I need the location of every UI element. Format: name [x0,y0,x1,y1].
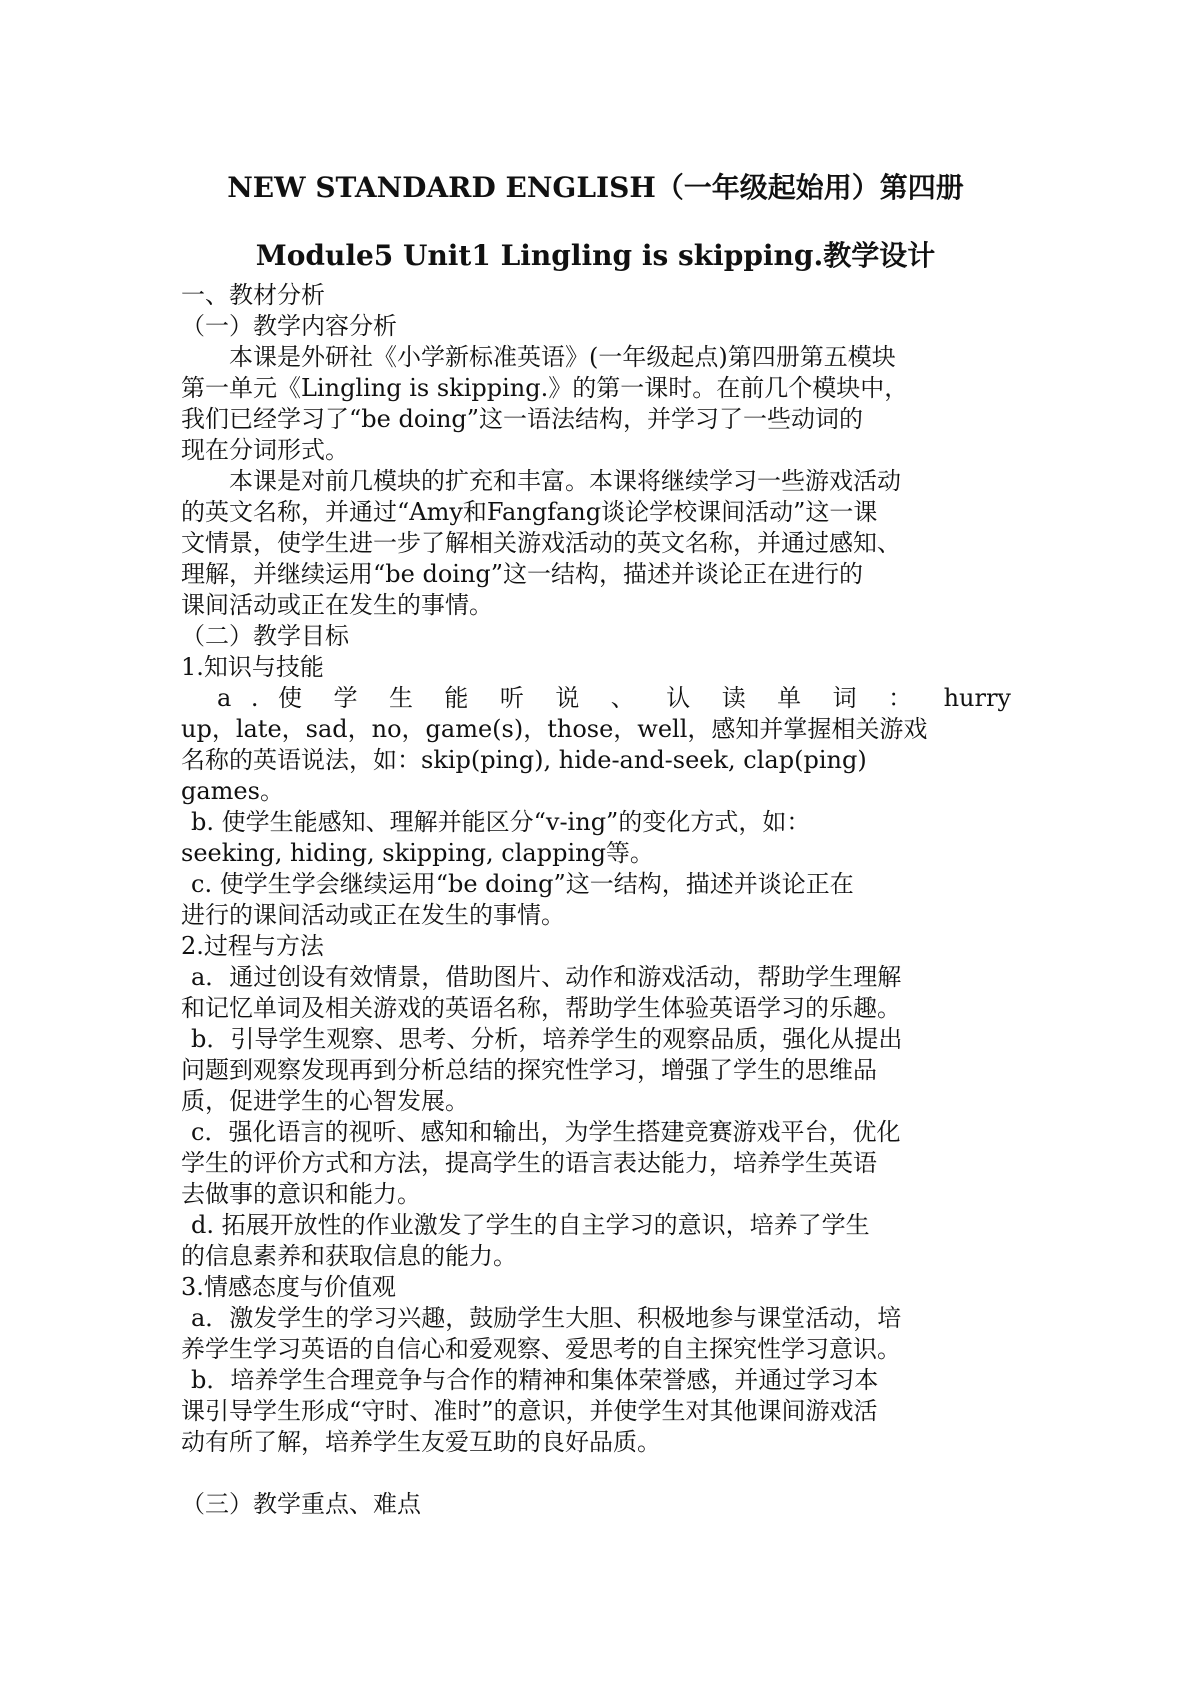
paragraph-line: 名称的英语说法，如：skip(ping), hide-and-seek, clap(ping) [181,746,867,774]
item-heading: 1.知识与技能 [181,653,324,681]
paragraph-line: 进行的课间活动或正在发生的事情。 [181,901,565,929]
paragraph-line: 课间活动或正在发生的事情。 [181,591,493,619]
paragraph-line: 质，促进学生的心智发展。 [181,1087,469,1115]
subsection-heading: （一）教学内容分析 [181,312,397,340]
paragraph-line: 的信息素养和获取信息的能力。 [181,1242,517,1270]
paragraph-line: 本课是外研社《小学新标准英语》(一年级起点)第四册第五模块 [229,343,896,371]
paragraph-line: 理解，并继续运用“be doing”这一结构，描述并谈论正在进行的 [181,560,864,588]
paragraph-line: c．强化语言的视听、感知和输出，为学生搭建竞赛游戏平台，优化 [191,1118,901,1146]
document-title: NEW STANDARD ENGLISH（一年级起始用）第四册 [227,171,964,204]
document-body [181,280,1011,1520]
subsection-heading: （三）教学重点、难点 [181,1490,421,1518]
paragraph-line: a . 使 学 生 能 听 说 、 认 读 单 词 ： hurry [217,684,1011,712]
paragraph-line: 问题到观察发现再到分析总结的探究性学习，增强了学生的思维品 [181,1056,877,1084]
item-heading: 2.过程与方法 [181,932,324,960]
paragraph-line: a．通过创设有效情景，借助图片、动作和游戏活动，帮助学生理解 [191,963,902,991]
paragraph-line: 现在分词形式。 [181,436,349,464]
paragraph-line: b. 使学生能感知、理解并能区分“v-ing”的变化方式，如： [191,808,811,836]
paragraph-line: seeking, hiding, skipping, clapping等。 [181,839,654,867]
paragraph-line: 本课是对前几模块的扩充和丰富。本课将继续学习一些游戏活动 [229,467,901,495]
paragraph-line: b．引导学生观察、思考、分析，培养学生的观察品质，强化从提出 [191,1025,903,1053]
paragraph-line: 文情景，使学生进一步了解相关游戏活动的英文名称，并通过感知、 [181,529,901,557]
paragraph-line: 动有所了解，培养学生友爱互助的良好品质。 [181,1428,661,1456]
paragraph-line: 第一单元《Lingling is skipping.》的第一课时。在前几个模块中， [181,374,909,402]
document-subtitle: Module5 Unit1 Lingling is skipping.教学设计 [255,239,936,272]
paragraph-line: 课引导学生形成“守时、准时”的意识，并使学生对其他课间游戏活 [181,1397,878,1425]
blank-line [181,1458,1011,1489]
item-heading: 3.情感态度与价值观 [181,1273,396,1301]
paragraph-line: 的英文名称，并通过“Amy和Fangfang谈论学校课间活动”这一课 [181,498,878,526]
subsection-heading: （二）教学目标 [181,622,349,650]
paragraph-line: d. 拓展开放性的作业激发了学生的自主学习的意识，培养了学生 [191,1211,870,1239]
paragraph-line: games。 [181,777,284,805]
section-heading: 一、教材分析 [181,281,325,309]
paragraph-line: 我们已经学习了“be doing”这一语法结构，并学习了一些动词的 [181,405,864,433]
paragraph-line: 去做事的意识和能力。 [181,1180,421,1208]
paragraph-line: c. 使学生学会继续运用“be doing”这一结构，描述并谈论正在 [191,870,854,898]
paragraph-line: 养学生学习英语的自信心和爱观察、爱思考的自主探究性学习意识。 [181,1335,901,1363]
paragraph-line: a．激发学生的学习兴趣，鼓励学生大胆、积极地参与课堂活动，培 [191,1304,902,1332]
paragraph-line: up，late，sad，no，game(s)，those，well，感知并掌握相关游戏 [181,715,928,743]
paragraph-line: b．培养学生合理竞争与合作的精神和集体荣誉感，并通过学习本 [191,1366,879,1394]
paragraph-line: 学生的评价方式和方法，提高学生的语言表达能力，培养学生英语 [181,1149,877,1177]
paragraph-line: 和记忆单词及相关游戏的英语名称，帮助学生体验英语学习的乐趣。 [181,994,901,1022]
